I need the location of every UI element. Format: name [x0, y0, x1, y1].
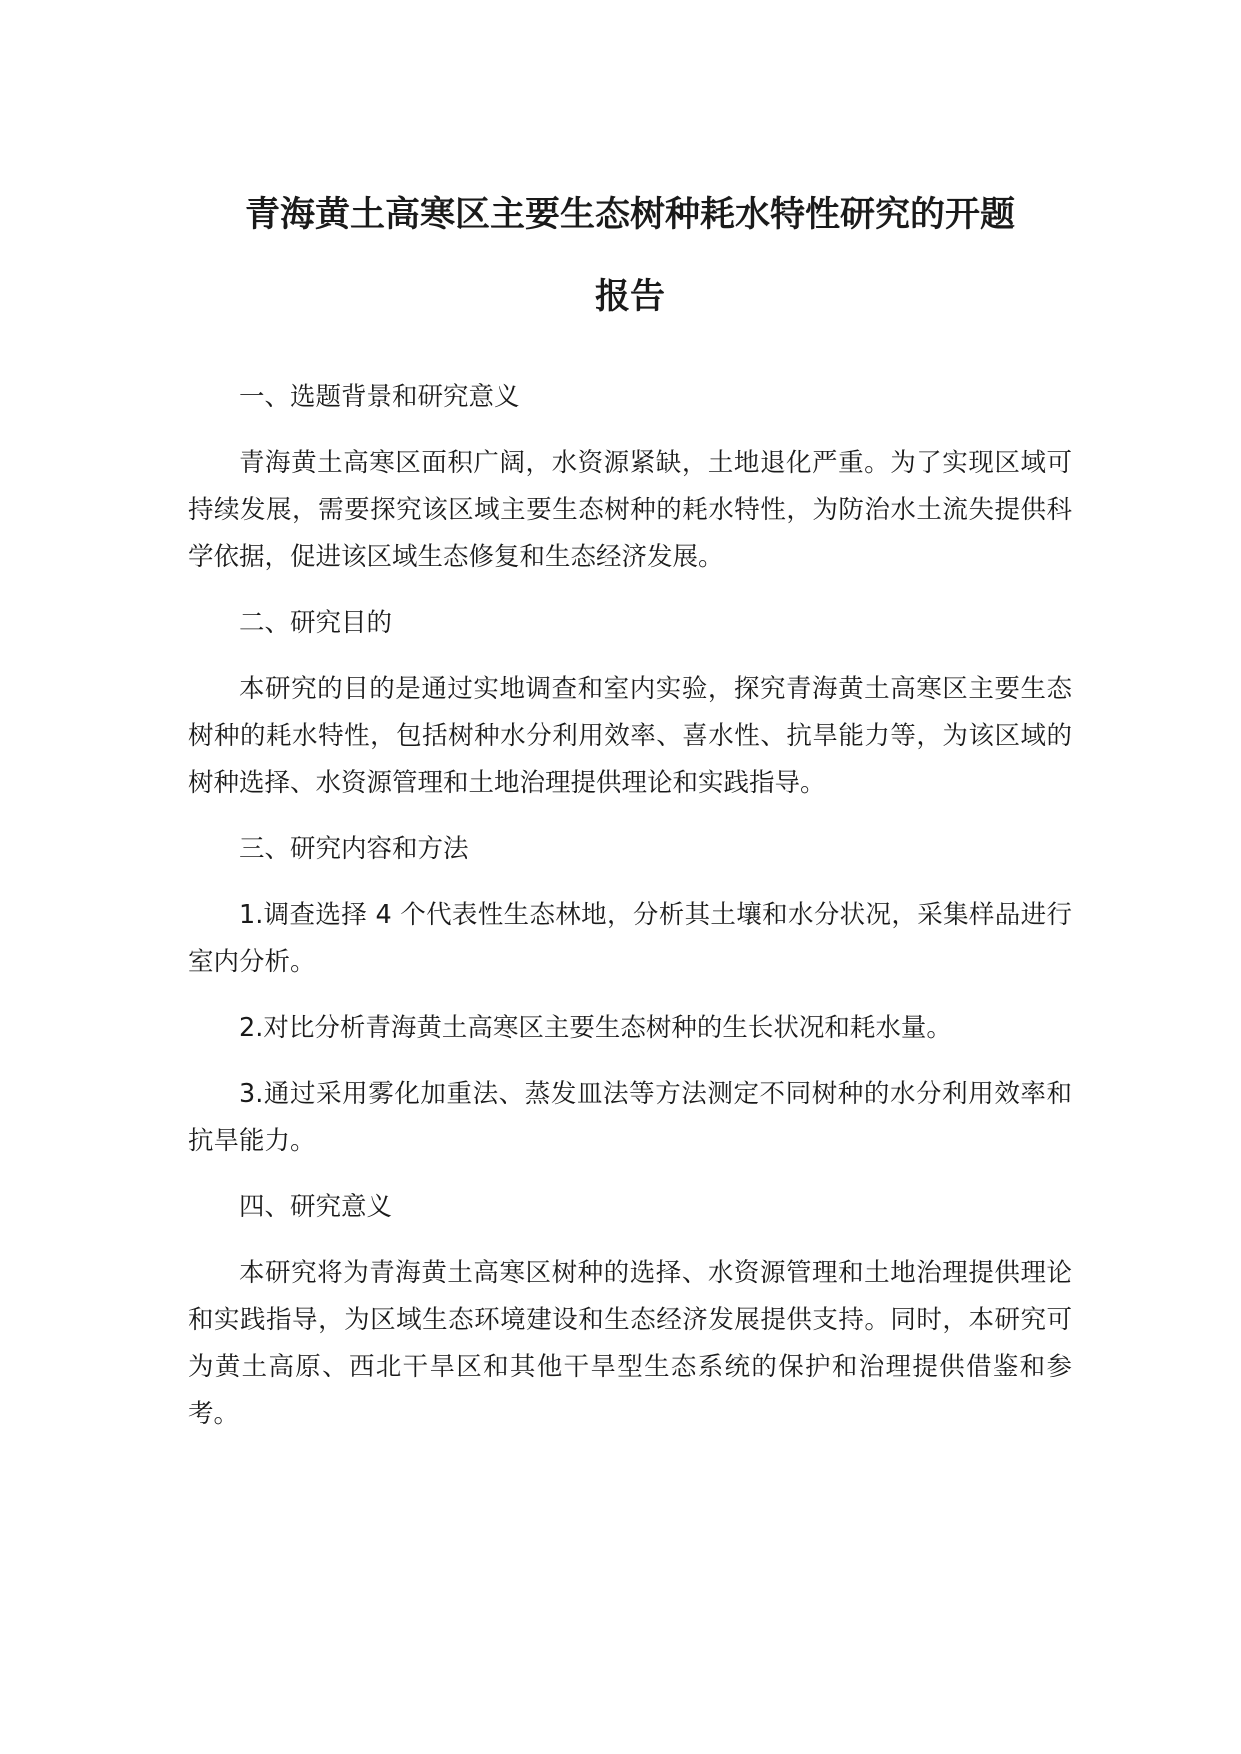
- title-line-2: 报告: [594, 277, 665, 317]
- paragraph-background: 青海黄土高寒区面积广阔，水资源紧缺，土地退化严重。为了实现区域可持续发展，需要探究该区域主要生态树种的耗水特性，为防治水土流失提供科学依据，促进该区域生态修复和生态经济发展。: [188, 448, 1072, 572]
- document-body: [188, 374, 1072, 1457]
- paragraph-significance: 本研究将为青海黄土高寒区树种的选择、水资源管理和土地治理提供理论和实践指导，为区域生态环境建设和生态经济发展提供支持。同时，本研究可为黄土高原、西北干旱区和其他干旱型生态系统的保护和治理提供借鉴和参考。: [188, 1258, 1072, 1429]
- section-heading-significance: 四、研究意义: [239, 1192, 393, 1222]
- section-heading-content-methods: 三、研究内容和方法: [239, 834, 469, 864]
- section-heading-background: 一、选题背景和研究意义: [239, 382, 520, 412]
- document-title: [188, 174, 1072, 338]
- title-line-1: 青海黄土高寒区主要生态树种耗水特性研究的开题: [244, 195, 1015, 235]
- section-heading-purpose: 二、研究目的: [239, 608, 393, 638]
- paragraph-method-3: 3.通过采用雾化加重法、蒸发皿法等方法测定不同树种的水分利用效率和抗旱能力。: [188, 1079, 1072, 1156]
- paragraph-method-2: 2.对比分析青海黄土高寒区主要生态树种的生长状况和耗水量。: [239, 1013, 952, 1043]
- paragraph-method-1: 1.调查选择 4 个代表性生态林地，分析其土壤和水分状况，采集样品进行室内分析。: [188, 900, 1072, 977]
- paragraph-purpose: 本研究的目的是通过实地调查和室内实验，探究青海黄土高寒区主要生态树种的耗水特性，包括树种水分利用效率、喜水性、抗旱能力等，为该区域的树种选择、水资源管理和土地治理提供理论和实践指导。: [188, 674, 1072, 798]
